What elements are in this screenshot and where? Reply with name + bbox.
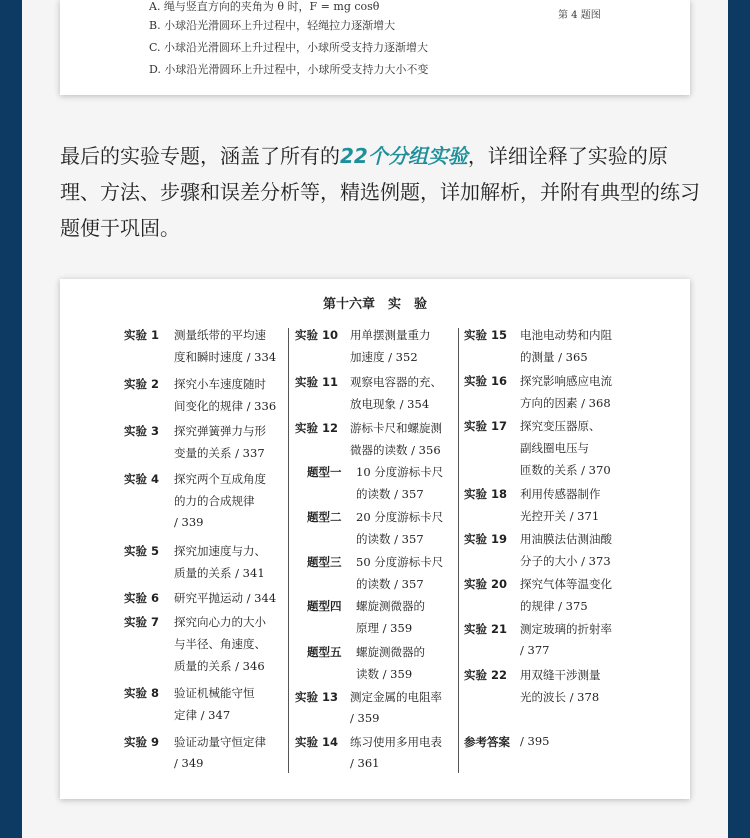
- toc-entry-text: 测定金属的电阻率: [350, 690, 442, 704]
- toc-entry-text: 的测量 / 365: [520, 350, 588, 364]
- toc-entry-text: 光的波长 / 378: [520, 690, 600, 704]
- toc-entry-text: 测定玻璃的折射率: [520, 622, 612, 636]
- toc-entry-text: 的读数 / 357: [356, 577, 424, 591]
- toc-entry-label: 实验 20: [464, 577, 508, 591]
- toc-entry-text: 利用传感器制作: [520, 487, 601, 501]
- toc-entry-text: 探究气体等温变化: [520, 577, 612, 591]
- toc-entry-label: 实验 1: [124, 328, 160, 342]
- toc-entry-label: 实验 13: [295, 690, 339, 704]
- toc-entry-text: 测量纸带的平均速: [174, 328, 266, 342]
- toc-entry-text: / 349: [174, 756, 204, 770]
- intro-paragraph: [60, 138, 700, 246]
- toc-entry-label: 实验 17: [464, 419, 508, 433]
- toc-entry-text: 副线圈电压与: [520, 441, 589, 455]
- toc-entry-label: 实验 9: [124, 735, 160, 749]
- toc-entry-label: 题型五: [307, 645, 342, 659]
- toc-entry-label: 题型三: [307, 555, 342, 569]
- toc-entry-label: 实验 12: [295, 421, 339, 435]
- toc-entry-text: 读数 / 359: [356, 667, 413, 681]
- toc-entry-text: / 361: [350, 756, 380, 770]
- toc-entry-text: 与半径、角速度、: [174, 637, 266, 651]
- toc-entry-text: 螺旋测微器的: [356, 599, 425, 613]
- toc-entry-text: 用单摆测量重力: [350, 328, 431, 342]
- toc-entry-text: 的力的合成规律: [174, 494, 255, 508]
- toc-entry-text: 观察电容器的充、: [350, 375, 442, 389]
- toc-entry-label: 实验 16: [464, 374, 508, 388]
- option-d: D. 小球沿光滑圆环上升过程中，小球所受支持力大小不变: [149, 63, 429, 76]
- toc-entry-text: 探究弹簧弹力与形: [174, 424, 266, 438]
- chapter-title: 第十六章 实 验: [322, 297, 427, 312]
- toc-entry-text: 变量的关系 / 337: [174, 446, 265, 460]
- toc-entry-label: 参考答案: [464, 735, 510, 749]
- intro-text-after: ，详细诠释了实验的原理、方法、步骤和误差分析等，精选例题，详加解析，并附有典型的练习题便于巩固。: [60, 144, 700, 240]
- toc-entry-text: 光控开关 / 371: [520, 509, 600, 523]
- toc-entry-text: 探究向心力的大小: [174, 615, 266, 629]
- toc-entry-text: / 377: [520, 643, 550, 657]
- toc-card: [60, 279, 690, 799]
- toc-entry-text: / 395: [520, 734, 550, 748]
- toc-entry-text: 50 分度游标卡尺: [356, 555, 444, 569]
- toc-entry-label: 实验 2: [124, 377, 160, 391]
- toc-entry-label: 实验 21: [464, 622, 508, 636]
- toc-entry-text: 探究小车速度随时: [174, 377, 266, 391]
- toc-entry-text: 放电现象 / 354: [350, 397, 430, 411]
- toc-entry-label: 实验 14: [295, 735, 339, 749]
- toc-entry-text: 探究影响感应电流: [520, 374, 612, 388]
- question-card: [60, 0, 690, 95]
- toc-entry-label: 实验 19: [464, 532, 508, 546]
- toc-entry-text: 分子的大小 / 373: [520, 554, 611, 568]
- toc-entry-text: 研究平抛运动 / 344: [174, 591, 277, 605]
- toc-entry-text: 20 分度游标卡尺: [356, 510, 444, 524]
- toc-entry-label: 实验 15: [464, 328, 508, 342]
- toc-entry-text: 匝数的关系 / 370: [520, 463, 611, 477]
- toc-entry-text: 探究加速度与力、: [174, 544, 266, 558]
- toc-entry-text: 10 分度游标卡尺: [356, 465, 444, 479]
- toc-entry-label: 实验 11: [295, 375, 339, 389]
- option-a: A. 绳与竖直方向的夹角为 θ 时，F = mg cosθ: [149, 0, 380, 13]
- toc-entry-text: 探究两个互成角度: [174, 472, 266, 486]
- toc-entry-text: 探究变压器原、: [520, 419, 601, 433]
- toc-entry-text: 游标卡尺和螺旋测: [350, 421, 442, 435]
- toc-entry-text: 验证动量守恒定律: [174, 735, 266, 749]
- toc-entry-text: 验证机械能守恒: [174, 686, 255, 700]
- toc-entry-text: 的规律 / 375: [520, 599, 588, 613]
- intro-highlight: 22个分组实验: [340, 144, 468, 168]
- toc-entry-text: / 359: [350, 711, 380, 725]
- toc-entry-text: 微器的读数 / 356: [350, 443, 441, 457]
- toc-entry-label: 题型一: [307, 465, 342, 479]
- toc-entry-text: 原理 / 359: [356, 621, 413, 635]
- toc-entry-label: 实验 22: [464, 668, 508, 682]
- option-b: B. 小球沿光滑圆环上升过程中，轻绳拉力逐渐增大: [149, 19, 396, 32]
- toc-entry-text: 质量的关系 / 346: [174, 659, 265, 673]
- toc-entry-label: 实验 3: [124, 424, 160, 438]
- column-divider: [288, 328, 289, 773]
- toc-entry-text: 加速度 / 352: [350, 350, 418, 364]
- toc-entry-text: 度和瞬时速度 / 334: [174, 350, 277, 364]
- toc-entry-text: 用双缝干涉测量: [520, 668, 601, 682]
- toc-entry-text: 质量的关系 / 341: [174, 566, 265, 580]
- column-divider: [458, 328, 459, 773]
- toc-entry-label: 实验 18: [464, 487, 508, 501]
- toc-entry-text: 方向的因素 / 368: [520, 396, 611, 410]
- toc-entry-label: 实验 8: [124, 686, 160, 700]
- toc-entry-text: 的读数 / 357: [356, 487, 424, 501]
- option-c: C. 小球沿光滑圆环上升过程中，小球所受支持力逐渐增大: [149, 41, 429, 54]
- toc-entry-text: 间变化的规律 / 336: [174, 399, 277, 413]
- toc-entry-label: 题型四: [307, 599, 342, 613]
- toc-entry-text: 的读数 / 357: [356, 532, 424, 546]
- figure-caption: 第 4 题图: [558, 10, 601, 21]
- intro-text-before: 最后的实验专题，涵盖了所有的: [60, 144, 340, 168]
- toc-entry-label: 题型二: [307, 510, 342, 524]
- toc-entry-label: 实验 10: [295, 328, 339, 342]
- toc-entry-text: 用油膜法估测油酸: [520, 532, 612, 546]
- toc-entry-text: / 339: [174, 515, 204, 529]
- toc-entry-text: 电池电动势和内阻: [520, 328, 612, 342]
- toc-entry-label: 实验 6: [124, 591, 160, 605]
- toc-entry-text: 螺旋测微器的: [356, 645, 425, 659]
- toc-entry-label: 实验 5: [124, 544, 160, 558]
- toc-entry-text: 定律 / 347: [174, 708, 231, 722]
- toc-entry-text: 练习使用多用电表: [350, 735, 442, 749]
- toc-entry-label: 实验 4: [124, 472, 160, 486]
- toc-entry-label: 实验 7: [124, 615, 160, 629]
